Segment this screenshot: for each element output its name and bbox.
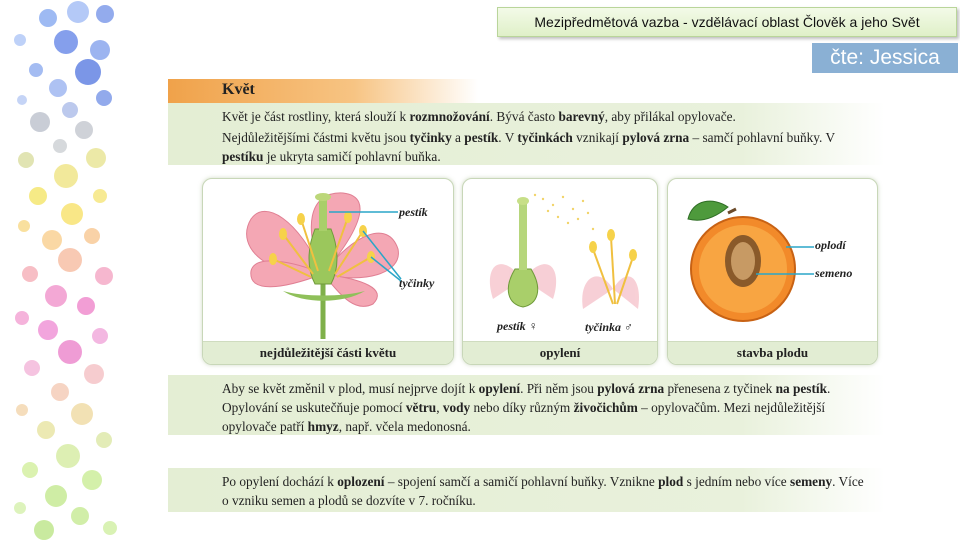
label-pestik: pestík	[399, 205, 428, 219]
fruit-structure-panel	[667, 178, 878, 365]
pollination-panel	[462, 178, 658, 365]
pollination-text-band	[168, 375, 885, 435]
flower-panel-caption: nejdůležitější části květu	[203, 341, 453, 364]
pollination-illustration	[463, 179, 657, 342]
intro-text-band	[168, 103, 885, 165]
section-header	[168, 79, 478, 103]
reader-label: čte: Jessica	[812, 43, 958, 73]
section-title: Květ	[222, 81, 255, 98]
flower-parts-panel	[202, 178, 454, 365]
label-tycinky: tyčinky	[399, 276, 435, 290]
intro-paragraph: Květ je část rostliny, která slouží k rozmnožování. Bývá často barevný, aby přilákal opylovače. Nejdůležitějšími částmi květu jsou tyčinky a pestík. V tyčinkách vznikají pylová zrna – samčí pohlavní buňky. V pestíku je ukryta samičí pohlavní buňka.	[222, 109, 835, 164]
pollination-panel-caption: opylení	[463, 341, 657, 364]
label-oplodi: oplodí	[815, 238, 846, 252]
label-tycinka-male: tyčinka ♂	[585, 320, 633, 334]
subject-banner: Mezipředmětová vazba - vzdělávací oblast Člověk a jeho Svět	[497, 7, 957, 37]
fertilization-text-band	[168, 468, 885, 512]
pollination-paragraph: Aby se květ změnil v plod, musí nejprve dojít k opylení. Při něm jsou pylová zrna přenesena z tyčinek na pestík. Opylování se uskutečňuje pomocí větru, vody nebo díky různým živočichům – opylovačům. Mezi nejdůležitější opylovače patří hmyz, např. včela medonosná.	[222, 381, 831, 434]
label-pestik-female: pestík ♀	[497, 319, 538, 333]
fertilization-paragraph: Po opylení dochází k oplození – spojení samčí a samičí pohlavní buňky. Vznikne plod s jedním nebo více semeny. Více o vzniku semen a plodů se dozvíte v 7. ročníku.	[222, 474, 864, 508]
fruit-illustration	[668, 179, 877, 342]
fruit-panel-caption: stavba plodu	[668, 341, 877, 364]
flower-illustration	[203, 179, 453, 342]
decorative-bubbles	[0, 0, 150, 540]
label-semeno: semeno	[815, 266, 853, 280]
